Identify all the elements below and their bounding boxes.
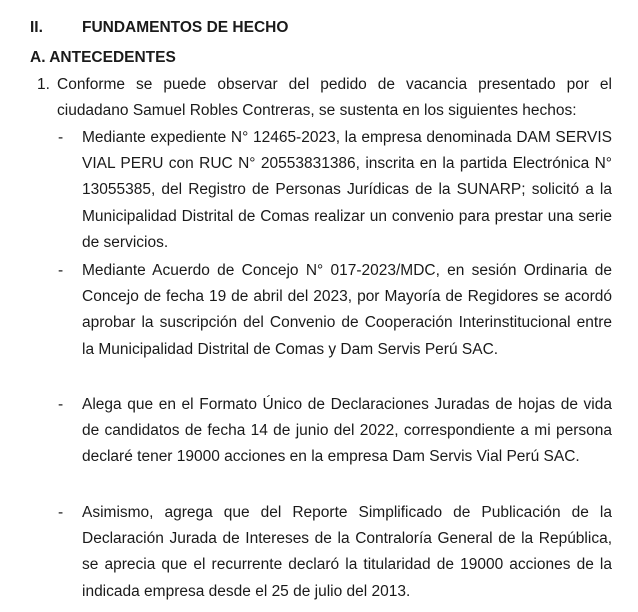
bullet-text: Alega que en el Formato Único de Declaraciones Juradas de hojas de vida de candidatos de fecha 14 de junio del 2022, correspondiente a mi persona declaré tener 19000 acciones en la empresa Dam Servis Vial Perú SAC. — [82, 396, 612, 466]
bullet-marker: - — [58, 396, 64, 413]
bullet-text: Mediante Acuerdo de Concejo N° 017-2023/MDC, en sesión Ordinaria de Concejo de fecha 19 de abril del 2023, por Mayoría de Regidores se acordó aprobar la suscripción del Convenio de Cooperación Interinstitucional entre la Municipalidad Distrital de Comas y Dam Servis Perú SAC. — [82, 262, 612, 358]
item-number: 1. — [37, 76, 50, 93]
subsection-title: A. ANTECEDENTES — [30, 49, 176, 66]
bullet-marker: - — [58, 129, 64, 146]
bullet-text: Mediante expediente N° 12465-2023, la empresa denominada DAM SERVIS VIAL PERU con RUC N° 20553831386, inscrita en la partida Electrónica N° 13055385, del Registro de Personas Jurídicas de la SUNARP; solicitó a la Municipalidad Distrital de Comas realizar un convenio para prestar una serie de servicios. — [82, 129, 612, 251]
item-paragraph: Conforme se puede observar del pedido de vacancia presentado por el ciudadano Samuel Robles Contreras, se sustenta en los siguientes hechos: — [57, 76, 612, 120]
bullet-marker: - — [58, 504, 64, 521]
section-title: FUNDAMENTOS DE HECHO — [82, 19, 289, 36]
bullet-marker: - — [58, 262, 64, 279]
bullet-text: Asimismo, agrega que del Reporte Simplificado de Publicación de la Declaración Jurada de Intereses de la Contraloría General de la República, se aprecia que el recurrente declaró la titularidad de 19000 acciones de la indicada empresa desde el 25 de julio del 2013. — [82, 504, 612, 600]
section-number: II. — [30, 19, 43, 36]
